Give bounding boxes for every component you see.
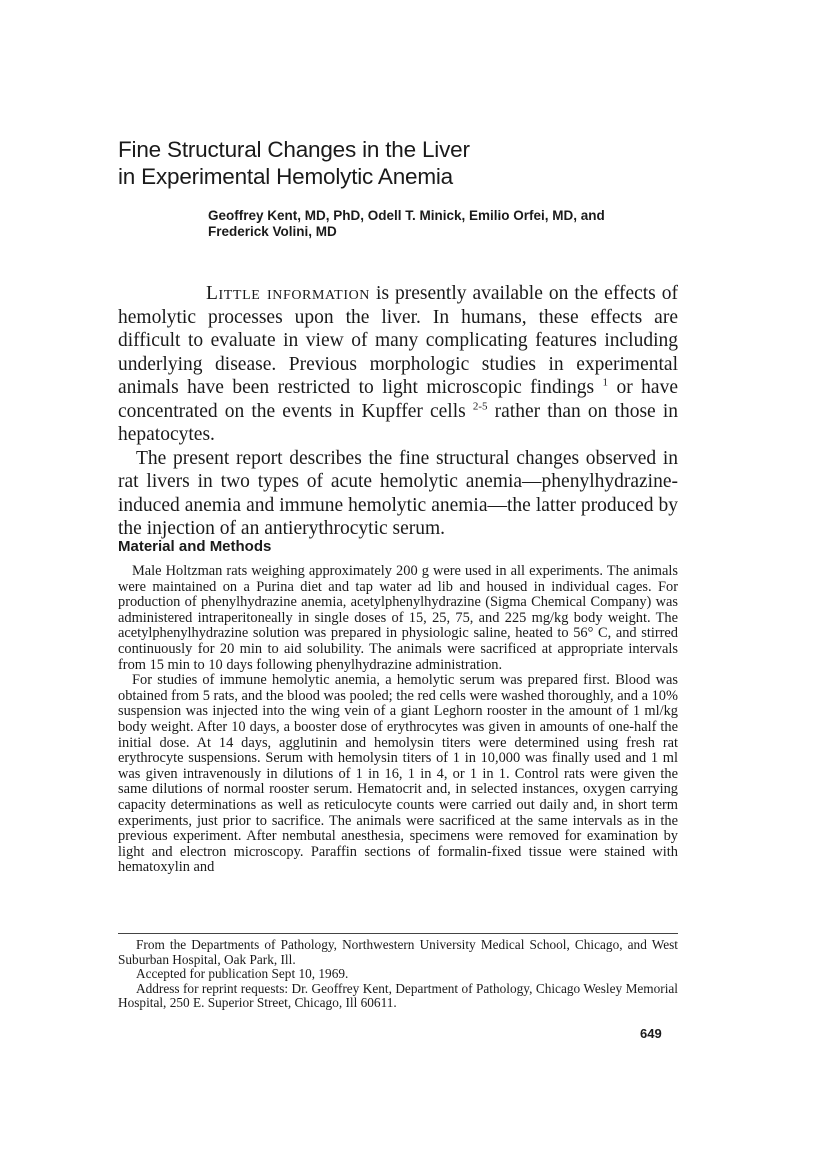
footnote-divider (118, 933, 678, 934)
footnotes (118, 938, 678, 1011)
article-title (118, 136, 718, 190)
intro-text-3: rather than on those in hepatocytes. (118, 400, 678, 445)
methods-paragraph-1: Male Holtzman rats weighing approximately 200 g were used in all experiments. The animals were maintained on a Purina diet and tap water ad lib and housed in individual cages. For production of phenylhydrazine anemia, acetylphenylhydrazine (Sigma Chemical Company) was administered intraperitoneally in single doses of 15, 25, 75, and 225 mg/kg body weight. The acetylphenylhydrazine solution was prepared in physiologic saline, heated to 56° C, and stirred continuously for 20 min to aid solubility. The animals were sacrificed at appropriate intervals from 15 min to 10 days following phenylhydrazine administration. (118, 563, 678, 673)
intro-text-2: or have concentrated on the events in Kupffer cells (118, 377, 678, 422)
section-heading-methods: Material and Methods (118, 538, 272, 555)
reference-marker-1: 1 (602, 376, 609, 389)
footnote-accepted: Accepted for publication Sept 10, 1969. (136, 966, 349, 982)
footnote-address: Address for reprint requests: Dr. Geoffrey Kent, Department of Pathology, Chicago Wesley Memorial Hospital, 250 E. Superior Street, Chicago, Ill 60611. (118, 980, 678, 1011)
page-number: 649 (640, 1026, 662, 1041)
author-list-line-2: Frederick Volini, MD (208, 224, 337, 239)
intro-paragraph-2: The present report describes the fine structural changes observed in rat livers in two types of acute hemolytic anemia—phenylhydrazine-induced anemia and immune hemolytic anemia—the latter produced by the injection of an antierythrocytic serum. (118, 447, 678, 539)
intro-lead-in: Little information (206, 283, 371, 304)
author-list-line-1: Geoffrey Kent, MD, PhD, Odell T. Minick, Emilio Orfei, MD, and (208, 208, 605, 223)
methods-paragraph-2: For studies of immune hemolytic anemia, a hemolytic serum was prepared first. Blood was obtained from 5 rats, and the blood was pooled; the red cells were washed thoroughly, and a 10% suspension was injected into the wing vein of a giant Leghorn rooster in the amount of 1 ml/kg body weight. After 10 days, a booster dose of erythrocytes was given in amounts of one-half the initial dose. At 14 days, agglutinin and hemolysin titers were determined using fresh rat erythrocyte suspensions. Serum with hemolysin titers of 1 in 10,000 was finally used and 1 ml was given intravenously in dilutions of 1 in 16, 1 in 4, or 1 in 1. Control rats were given the same dilutions of normal rooster serum. Hematocrit and, in selected instances, oxygen carrying capacity determinations as well as reticulocyte counts were carried out daily and, in short term experiments, just prior to sacrifice. The animals were sacrificed at the same intervals as in the previous experiment. After nembutal anesthesia, specimens were removed for examination by light and electron microscopy. Paraffin sections of formalin-fixed tissue were stained with hematoxylin and (118, 672, 678, 876)
article-title-line-2: in Experimental Hemolytic Anemia (118, 164, 453, 189)
reference-marker-2-5: 2-5 (472, 400, 488, 412)
article-title-line-1: Fine Structural Changes in the Liver (118, 137, 470, 162)
introduction (118, 282, 678, 541)
footnote-affiliation: From the Departments of Pathology, Northwestern University Medical School, Chicago, and West Suburban Hospital, Oak Park, Ill. (118, 937, 678, 967)
intro-paragraph-1 (118, 282, 678, 447)
author-list (208, 208, 668, 240)
intro-text-1: is presently available on the effects of hemolytic processes upon the liver. In humans, these effects are difficult to evaluate in view of many complicating features including underlying disease. Previous morphologic studies in experimental animals have been restricted to light microscopic findings (118, 283, 679, 398)
methods-body (118, 564, 678, 876)
